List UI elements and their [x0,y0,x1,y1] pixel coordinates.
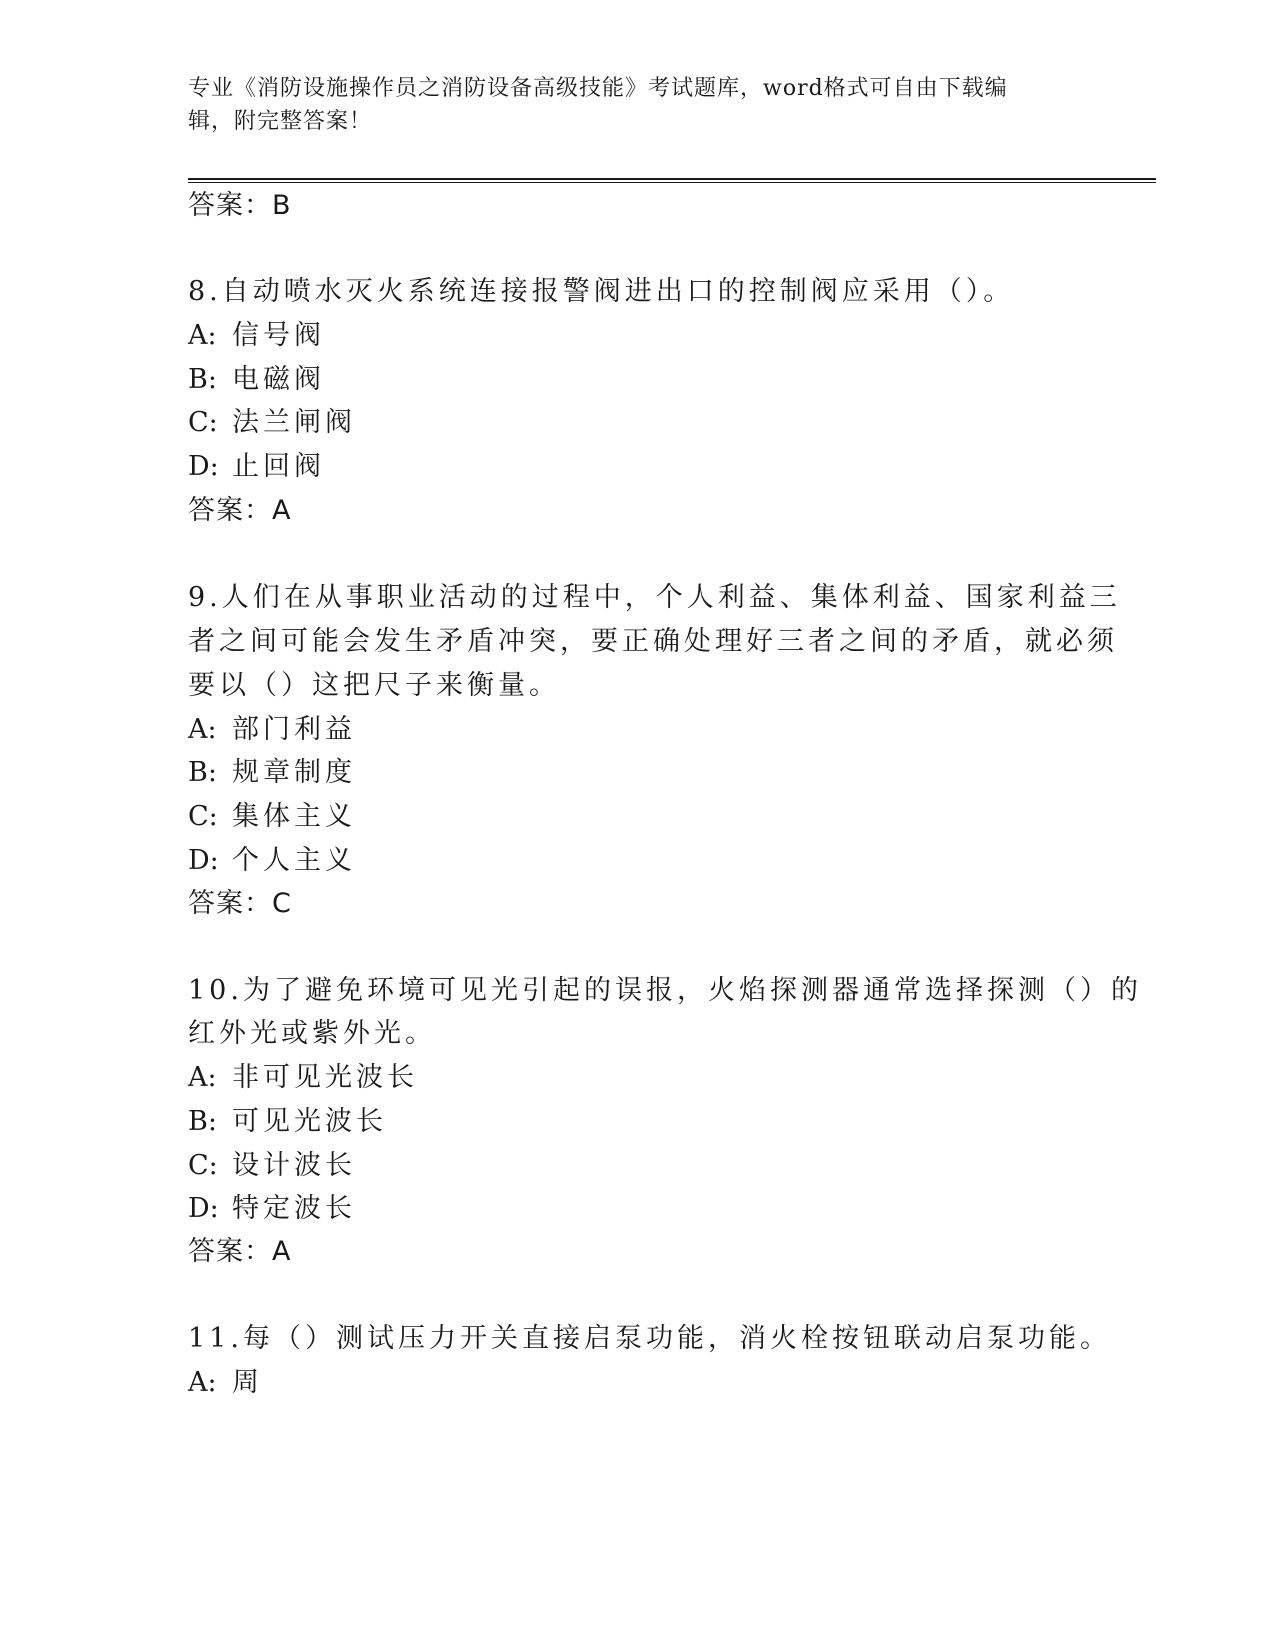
option-key: B: [188,757,217,788]
option-text: 特定波长 [232,1193,356,1224]
document-header [188,72,1078,138]
option-text: 部门利益 [232,714,356,745]
question-8-option-c [188,405,356,441]
option-key: A: [188,1062,217,1093]
question-11-option-a [188,1365,263,1401]
option-key: C: [188,1150,218,1181]
option-key: D: [188,1193,219,1224]
question-10-option-c [188,1148,356,1184]
option-text: 个人主义 [232,845,356,876]
question-9-option-d [188,843,356,879]
option-text: 设计波长 [232,1150,356,1181]
option-key: A: [188,320,217,351]
option-key: C: [188,801,218,832]
option-text: 非可见光波长 [232,1062,418,1093]
option-key: B: [188,1106,217,1137]
question-8-stem: 8.自动喷水灭火系统连接报警阀进出口的控制阀应采用（）。 [188,276,1015,307]
question-10-option-a [188,1060,418,1096]
option-text: 规章制度 [232,757,356,788]
option-text: 电磁阀 [232,364,325,395]
header-line-2: 辑，附完整答案！ [188,109,373,134]
option-key: A: [188,714,217,745]
question-9-option-c [188,799,356,835]
answer-previous: 答案：B [188,190,292,221]
question-10-stem-line-2: 红外光或紫外光。 [188,1018,436,1049]
option-text: 信号阀 [232,320,325,351]
question-9-stem-line-1: 9.人们在从事职业活动的过程中，个人利益、集体利益、国家利益三 [188,582,1121,613]
question-9-option-b [188,755,356,791]
header-divider [188,178,1156,183]
option-text: 集体主义 [232,801,356,832]
header-line-1: 专业《消防设施操作员之消防设备高级技能》考试题库，word格式可自由下载编 [188,76,1008,101]
option-key: A: [188,1367,217,1398]
question-8-answer: 答案：A [188,495,292,526]
question-11-stem: 11.每（）测试压力开关直接启泵功能，消火栓按钮联动启泵功能。 [188,1323,1111,1354]
question-8-option-b [188,362,325,398]
option-text: 周 [232,1367,263,1398]
option-text: 可见光波长 [232,1106,387,1137]
question-10-option-b [188,1104,387,1140]
option-text: 法兰闸阀 [232,407,356,438]
question-9-stem-line-3: 要以（）这把尺子来衡量。 [188,670,560,701]
question-8-option-d [188,449,325,485]
question-10-answer: 答案：A [188,1236,292,1267]
question-9-stem-line-2: 者之间可能会发生矛盾冲突，要正确处理好三者之间的矛盾，就必须 [188,626,1118,657]
option-key: B: [188,364,217,395]
question-8-option-a [188,318,325,354]
question-9-option-a [188,712,356,748]
question-10-stem-line-1: 10.为了避免环境可见光引起的误报，火焰探测器通常选择探测（）的 [188,975,1142,1006]
option-key: C: [188,407,218,438]
option-key: D: [188,845,219,876]
question-9-answer: 答案：C [188,888,292,919]
question-10-option-d [188,1191,356,1227]
option-text: 止回阀 [232,451,325,482]
option-key: D: [188,451,219,482]
